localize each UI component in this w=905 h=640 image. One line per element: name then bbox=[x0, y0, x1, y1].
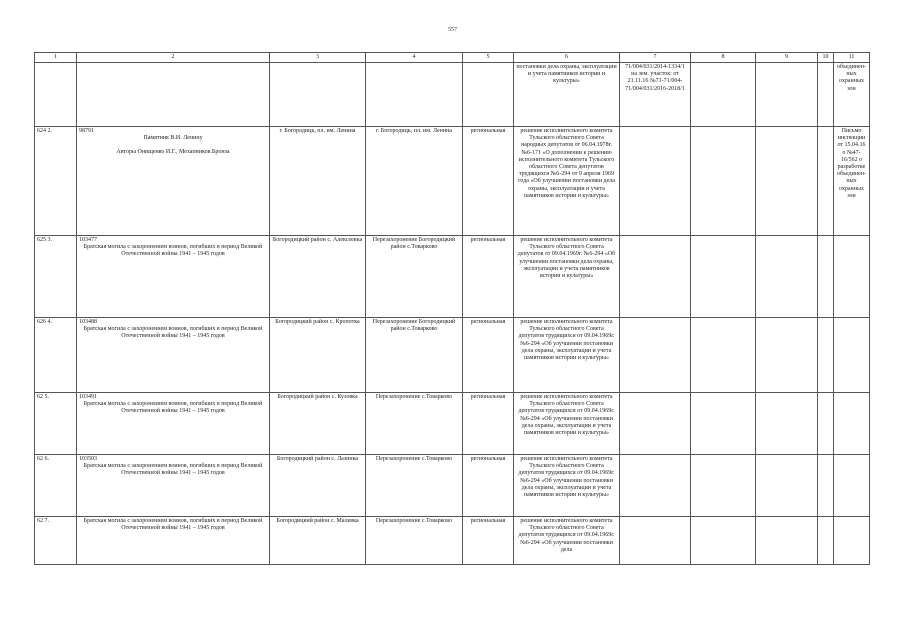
col9-cell bbox=[756, 517, 818, 565]
table-row bbox=[35, 318, 870, 393]
location-cell bbox=[270, 63, 366, 127]
col8-cell bbox=[691, 455, 756, 517]
table-row bbox=[35, 393, 870, 455]
address-cell: Перезахоронение Богородицкий район с.Товарково bbox=[366, 236, 463, 318]
col10-cell bbox=[818, 393, 834, 455]
column-number: 5 bbox=[463, 53, 514, 63]
registry-number: 625 bbox=[37, 237, 46, 243]
document-cell: решение исполнительного комитета Тульского областного Совета депутатов трудящихся от 09.04.1969г. №6-294 «Об улучшении постановки дела охраны, эксплуатации и учета памятников истории и культуры» bbox=[514, 455, 620, 517]
row-index-cell bbox=[35, 393, 77, 455]
col10-cell bbox=[818, 318, 834, 393]
col9-cell bbox=[756, 318, 818, 393]
object-number: 98791 bbox=[79, 128, 94, 134]
object-name-cell bbox=[77, 127, 270, 236]
document-cell: решение исполнительного комитета Тульского областного Совета депутатов трудящихся от 09.04.1969г. №6-294 «Об улучшении постановки дела охраны, эксплуатации и учета памятников истории и культуры» bbox=[514, 318, 620, 393]
registry-number: 62 bbox=[37, 394, 43, 400]
object-name-cell bbox=[77, 318, 270, 393]
location-cell: Богородицкий район с. Алексеевка bbox=[270, 236, 366, 318]
col9-cell bbox=[756, 393, 818, 455]
column-number: 4 bbox=[366, 53, 463, 63]
col9-cell bbox=[756, 127, 818, 236]
note-cell bbox=[834, 393, 870, 455]
col9-cell bbox=[756, 63, 818, 127]
registry-number: 624 bbox=[37, 128, 46, 134]
object-authors: Авторы Онищенко И.Г., Мехапников.Бронза bbox=[116, 149, 230, 156]
col9-cell bbox=[756, 236, 818, 318]
row-index-cell bbox=[35, 236, 77, 318]
row-index-cell bbox=[35, 517, 77, 565]
document-cell: решение исполнительного комитета Тульского областного Совета депутатов от 09.04.1969г. №6-294 «Об улучшении постановки дела охраны, эксплуатации и учета памятников истории и культуры» bbox=[514, 236, 620, 318]
object-name: Братская могила с захоронением воинов, погибших в период Великой Отечественной войны 1941 – 1945 годов bbox=[83, 326, 263, 340]
col10-cell bbox=[818, 236, 834, 318]
row-index: 3. bbox=[47, 237, 52, 243]
object-name: Памятник В.И. Ленину bbox=[143, 135, 203, 142]
table-row bbox=[35, 127, 870, 236]
row-index: 5. bbox=[44, 394, 49, 400]
registration-cell bbox=[620, 127, 691, 236]
document-cell: решение исполнительного комитета Тульского областного Совета депутатов трудящихся от 09.04.1969г. №6-294 «Об улучшении постановки дела охраны, эксплуатации и учета памятников истории и культуры» bbox=[514, 393, 620, 455]
registration-cell bbox=[620, 455, 691, 517]
object-name: Братская могила с захоронением воинов, погибших в период Великой Отечественной войны 1941 – 1945 годов bbox=[83, 463, 263, 477]
address-cell: Перезахоронение с.Товарково bbox=[366, 517, 463, 565]
row-index-cell bbox=[35, 63, 77, 127]
object-number: 103477 bbox=[79, 237, 97, 243]
row-index-cell bbox=[35, 455, 77, 517]
object-number: 103491 bbox=[79, 394, 97, 400]
address-cell: Перезахоронение Богородицкий район с.Товарково bbox=[366, 318, 463, 393]
registration-cell: 71/004/031/2014-1334/1 на зем. участок: от 21.11.16 №71-71/004-71/004/031/2016-2018/1 bbox=[620, 63, 691, 127]
column-number: 2 bbox=[77, 53, 270, 63]
column-number: 9 bbox=[756, 53, 818, 63]
location-cell: Богородицкий район с. Лазинка bbox=[270, 455, 366, 517]
registration-cell bbox=[620, 517, 691, 565]
document-cell: постановки дела охраны, эксплуатации и учета памятников истории и культуры» bbox=[514, 63, 620, 127]
col8-cell bbox=[691, 393, 756, 455]
registry-number: 62 bbox=[37, 518, 43, 524]
row-index: 7. bbox=[44, 518, 49, 524]
location-cell: г. Богородицк, пл. им. Ленина bbox=[270, 127, 366, 236]
row-index: 4. bbox=[47, 319, 52, 325]
object-name-cell bbox=[77, 517, 270, 565]
continuation-row bbox=[35, 63, 870, 127]
note-cell: объединен-ных охранных зон bbox=[834, 63, 870, 127]
category-cell: региональная bbox=[463, 236, 514, 318]
object-name: Братская могила с захоронением воинов, погибших в период Великой Отечественной войны 1941 – 1945 годов bbox=[83, 518, 263, 532]
document-cell: решение исполнительного комитета Тульского областного Совета народных депутатов от 06.04.1978г. №6-171 «О дополнении к решению исполнительного комитета Тульского областного Совета депутатов трудящихся №6-294 от 9 апреля 1969 года «Об улучшении постановки дела охраны, эксплуатации и учета памятников истории и культуры» bbox=[514, 127, 620, 236]
table-row bbox=[35, 455, 870, 517]
category-cell bbox=[463, 63, 514, 127]
col10-cell bbox=[818, 517, 834, 565]
column-number: 3 bbox=[270, 53, 366, 63]
registry-number: 626 bbox=[37, 319, 46, 325]
col8-cell bbox=[691, 236, 756, 318]
page-number: 557 bbox=[448, 27, 457, 33]
address-cell: Перезахоронение с.Товарково bbox=[366, 455, 463, 517]
category-cell: региональная bbox=[463, 318, 514, 393]
column-number: 10 bbox=[818, 53, 834, 63]
row-index: 6. bbox=[44, 456, 49, 462]
object-name-cell bbox=[77, 393, 270, 455]
registration-cell bbox=[620, 393, 691, 455]
location-cell: Богородицкий район с. Кропотка bbox=[270, 318, 366, 393]
category-cell: региональная bbox=[463, 517, 514, 565]
column-number-row bbox=[35, 53, 870, 63]
column-number: 8 bbox=[691, 53, 756, 63]
note-cell: Письмо инспекции от 15.04.16 о №47-16/562 о разработке объединен-ных охранных зон bbox=[834, 127, 870, 236]
note-cell bbox=[834, 455, 870, 517]
category-cell: региональная bbox=[463, 393, 514, 455]
note-cell bbox=[834, 318, 870, 393]
object-number: 103503 bbox=[79, 456, 97, 462]
row-index: 2. bbox=[47, 128, 52, 134]
object-name: Братская могила с захоронением воинов, погибших в период Великой Отечественной войны 1941 – 1945 годов bbox=[83, 401, 263, 415]
category-cell: региональная bbox=[463, 455, 514, 517]
address-cell: г. Богородицк, пл. им. Ленина bbox=[366, 127, 463, 236]
address-cell: Перезахоронение с.Товарково bbox=[366, 393, 463, 455]
category-cell: региональная bbox=[463, 127, 514, 236]
col8-cell bbox=[691, 517, 756, 565]
col10-cell bbox=[818, 127, 834, 236]
registration-cell bbox=[620, 236, 691, 318]
note-cell bbox=[834, 236, 870, 318]
object-number: 103488 bbox=[79, 319, 97, 325]
address-cell bbox=[366, 63, 463, 127]
col8-cell bbox=[691, 127, 756, 236]
col8-cell bbox=[691, 318, 756, 393]
column-number: 7 bbox=[620, 53, 691, 63]
table-row bbox=[35, 517, 870, 565]
col10-cell bbox=[818, 455, 834, 517]
note-cell bbox=[834, 517, 870, 565]
table-row bbox=[35, 236, 870, 318]
location-cell: Богородицкий район с. Кузовка bbox=[270, 393, 366, 455]
object-name-cell bbox=[77, 455, 270, 517]
heritage-registry-table bbox=[34, 52, 870, 565]
location-cell: Богородицкий район с. Малевка bbox=[270, 517, 366, 565]
registry-number: 62 bbox=[37, 456, 43, 462]
object-name-cell bbox=[77, 236, 270, 318]
document-cell: решение исполнительного комитета Тульского областного Совета депутатов трудящихся от 09.04.1969г. №6-294 «Об улучшении постановки дела bbox=[514, 517, 620, 565]
col8-cell bbox=[691, 63, 756, 127]
col9-cell bbox=[756, 455, 818, 517]
column-number: 6 bbox=[514, 53, 620, 63]
registration-cell bbox=[620, 318, 691, 393]
column-number: 11 bbox=[834, 53, 870, 63]
col10-cell bbox=[818, 63, 834, 127]
object-name: Братская могила с захоронением воинов, погибших в период Великой Отечественной войны 1941 – 1945 годов bbox=[83, 244, 263, 258]
row-index-cell bbox=[35, 318, 77, 393]
column-number: 1 bbox=[35, 53, 77, 63]
object-name-cell bbox=[77, 63, 270, 127]
row-index-cell bbox=[35, 127, 77, 236]
